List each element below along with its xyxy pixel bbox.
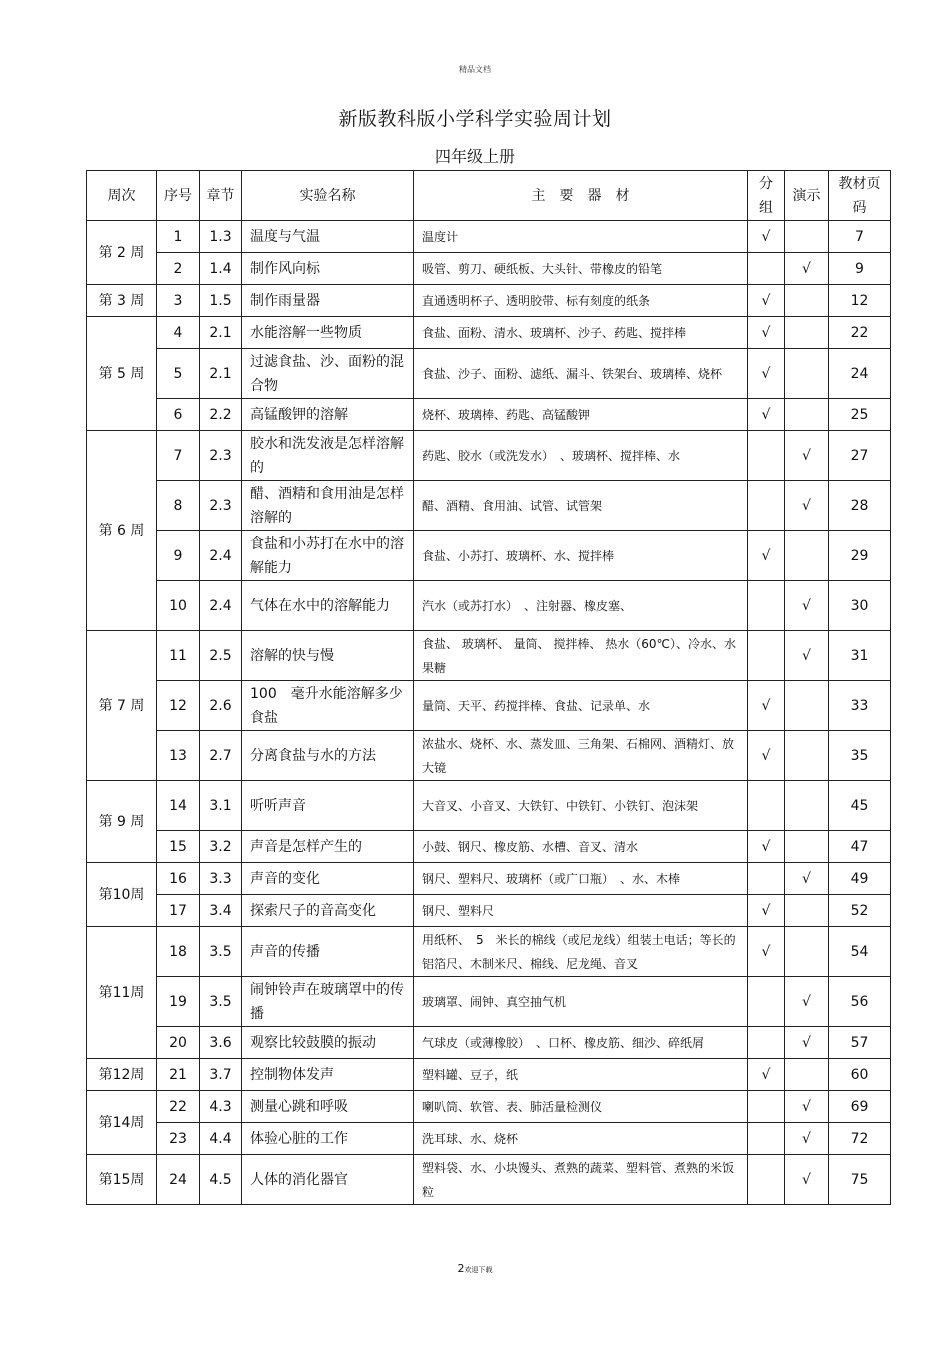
chapter-cell: 2.6 xyxy=(200,681,242,731)
demo-check-cell: √ xyxy=(785,253,829,285)
demo-check-cell: √ xyxy=(785,1123,829,1155)
group-check-cell xyxy=(748,1091,785,1123)
experiment-name-cell: 声音是怎样产生的 xyxy=(242,831,414,863)
demo-check-cell xyxy=(785,399,829,431)
experiment-name-cell: 胶水和洗发液是怎样溶解的 xyxy=(242,431,414,481)
page-cell: 25 xyxy=(829,399,891,431)
page-cell: 12 xyxy=(829,285,891,317)
seq-cell: 16 xyxy=(157,863,200,895)
experiment-name-cell: 人体的消化器官 xyxy=(242,1155,414,1205)
seq-cell: 10 xyxy=(157,581,200,631)
header-week: 周次 xyxy=(87,171,157,221)
header-name: 实验名称 xyxy=(242,171,414,221)
chapter-cell: 2.3 xyxy=(200,431,242,481)
page-cell: 60 xyxy=(829,1059,891,1091)
page-cell: 47 xyxy=(829,831,891,863)
materials-cell: 大音叉、小音叉、大铁钉、中铁钉、小铁钉、泡沫架 xyxy=(414,781,748,831)
chapter-cell: 1.4 xyxy=(200,253,242,285)
table-row xyxy=(87,349,891,399)
table-row xyxy=(87,927,891,977)
experiment-name-cell: 气体在水中的溶解能力 xyxy=(242,581,414,631)
materials-cell: 浓盐水、烧杯、水、蒸发皿、三角架、石棉网、酒精灯、放大镜 xyxy=(414,731,748,781)
materials-cell: 吸管、剪刀、硬纸板、大头针、带橡皮的铅笔 xyxy=(414,253,748,285)
group-check-cell: √ xyxy=(748,895,785,927)
week-cell: 第 2 周 xyxy=(87,221,157,285)
page-cell: 54 xyxy=(829,927,891,977)
seq-cell: 8 xyxy=(157,481,200,531)
group-check-cell xyxy=(748,1155,785,1205)
chapter-cell: 2.4 xyxy=(200,581,242,631)
experiment-name-cell: 制作雨量器 xyxy=(242,285,414,317)
materials-cell: 醋、酒精、食用油、试管、试管架 xyxy=(414,481,748,531)
materials-cell: 气球皮（或薄橡胶） 、口杯、橡皮筋、细沙、碎纸屑 xyxy=(414,1027,748,1059)
chapter-cell: 4.5 xyxy=(200,1155,242,1205)
chapter-cell: 3.5 xyxy=(200,927,242,977)
group-check-cell xyxy=(748,977,785,1027)
seq-cell: 23 xyxy=(157,1123,200,1155)
page-number: 2 xyxy=(457,1262,465,1275)
materials-cell: 钢尺、塑料尺 xyxy=(414,895,748,927)
group-check-cell xyxy=(748,253,785,285)
table-row xyxy=(87,731,891,781)
materials-cell: 直通透明杯子、透明胶带、标有刻度的纸条 xyxy=(414,285,748,317)
page-cell: 30 xyxy=(829,581,891,631)
group-check-cell xyxy=(748,1027,785,1059)
table-row xyxy=(87,531,891,581)
demo-check-cell xyxy=(785,731,829,781)
table-row xyxy=(87,977,891,1027)
chapter-cell: 3.3 xyxy=(200,863,242,895)
table-row xyxy=(87,1123,891,1155)
week-cell: 第 6 周 xyxy=(87,431,157,631)
group-check-cell xyxy=(748,1123,785,1155)
week-cell: 第14周 xyxy=(87,1091,157,1155)
materials-cell: 喇叭筒、软管、表、肺活量检测仪 xyxy=(414,1091,748,1123)
materials-cell: 温度计 xyxy=(414,221,748,253)
materials-cell: 钢尺、塑料尺、玻璃杯（或广口瓶） 、水、木棒 xyxy=(414,863,748,895)
materials-cell: 食盐、 玻璃杯、 量筒、 搅拌棒、 热水（60℃）、冷水、水果糖 xyxy=(414,631,748,681)
chapter-cell: 2.7 xyxy=(200,731,242,781)
chapter-cell: 1.5 xyxy=(200,285,242,317)
demo-check-cell xyxy=(785,681,829,731)
week-cell: 第10周 xyxy=(87,863,157,927)
seq-cell: 14 xyxy=(157,781,200,831)
demo-check-cell xyxy=(785,531,829,581)
header-page: 教材页码 xyxy=(829,171,891,221)
materials-cell: 食盐、小苏打、玻璃杯、水、搅拌棒 xyxy=(414,531,748,581)
week-cell: 第 9 周 xyxy=(87,781,157,863)
demo-check-cell: √ xyxy=(785,1027,829,1059)
experiment-name-cell: 过滤食盐、沙、面粉的混合物 xyxy=(242,349,414,399)
table-row xyxy=(87,1027,891,1059)
week-cell: 第11周 xyxy=(87,927,157,1059)
demo-check-cell xyxy=(785,831,829,863)
page-cell: 28 xyxy=(829,481,891,531)
table-row xyxy=(87,221,891,253)
materials-cell: 小鼓、钢尺、橡皮筋、水槽、音叉、清水 xyxy=(414,831,748,863)
demo-check-cell: √ xyxy=(785,1091,829,1123)
demo-check-cell xyxy=(785,285,829,317)
seq-cell: 1 xyxy=(157,221,200,253)
header-demo: 演示 xyxy=(785,171,829,221)
experiment-name-cell: 高锰酸钾的溶解 xyxy=(242,399,414,431)
experiment-name-cell: 制作风向标 xyxy=(242,253,414,285)
footer-note: 欢迎下载 xyxy=(464,1266,493,1274)
seq-cell: 5 xyxy=(157,349,200,399)
experiment-name-cell: 分离食盐与水的方法 xyxy=(242,731,414,781)
page-cell: 24 xyxy=(829,349,891,399)
demo-check-cell xyxy=(785,1059,829,1091)
experiment-name-cell: 探索尺子的音高变化 xyxy=(242,895,414,927)
page-cell: 9 xyxy=(829,253,891,285)
experiment-name-cell: 醋、酒精和食用油是怎样溶解的 xyxy=(242,481,414,531)
table-row xyxy=(87,317,891,349)
chapter-cell: 3.6 xyxy=(200,1027,242,1059)
demo-check-cell: √ xyxy=(785,481,829,531)
experiment-name-cell: 100 毫升水能溶解多少食盐 xyxy=(242,681,414,731)
table-row xyxy=(87,831,891,863)
table-row xyxy=(87,681,891,731)
chapter-cell: 3.5 xyxy=(200,977,242,1027)
experiment-name-cell: 水能溶解一些物质 xyxy=(242,317,414,349)
table-row xyxy=(87,481,891,531)
chapter-cell: 2.4 xyxy=(200,531,242,581)
materials-cell: 用纸杯、 5 米长的棉线（或尼龙线）组装土电话；等长的铝箔尺、木制米尺、棉线、尼龙绳、音叉 xyxy=(414,927,748,977)
seq-cell: 7 xyxy=(157,431,200,481)
materials-cell: 洗耳球、水、烧杯 xyxy=(414,1123,748,1155)
group-check-cell xyxy=(748,781,785,831)
seq-cell: 19 xyxy=(157,977,200,1027)
demo-check-cell xyxy=(785,221,829,253)
table-row xyxy=(87,1059,891,1091)
demo-check-cell xyxy=(785,349,829,399)
seq-cell: 21 xyxy=(157,1059,200,1091)
table-row xyxy=(87,285,891,317)
chapter-cell: 2.1 xyxy=(200,317,242,349)
page-cell: 7 xyxy=(829,221,891,253)
page-cell: 56 xyxy=(829,977,891,1027)
header-group: 分组 xyxy=(748,171,785,221)
header-note: 精品文档 xyxy=(459,65,491,74)
experiment-name-cell: 闹钟铃声在玻璃罩中的传播 xyxy=(242,977,414,1027)
demo-check-cell: √ xyxy=(785,1155,829,1205)
seq-cell: 3 xyxy=(157,285,200,317)
group-check-cell: √ xyxy=(748,531,785,581)
page-footer xyxy=(0,1262,950,1275)
seq-cell: 4 xyxy=(157,317,200,349)
seq-cell: 17 xyxy=(157,895,200,927)
group-check-cell xyxy=(748,631,785,681)
seq-cell: 11 xyxy=(157,631,200,681)
seq-cell: 22 xyxy=(157,1091,200,1123)
page-cell: 45 xyxy=(829,781,891,831)
table-row xyxy=(87,253,891,285)
group-check-cell xyxy=(748,431,785,481)
chapter-cell: 4.4 xyxy=(200,1123,242,1155)
experiment-name-cell: 体验心脏的工作 xyxy=(242,1123,414,1155)
seq-cell: 24 xyxy=(157,1155,200,1205)
page-cell: 31 xyxy=(829,631,891,681)
experiment-name-cell: 食盐和小苏打在水中的溶解能力 xyxy=(242,531,414,581)
group-check-cell xyxy=(748,581,785,631)
experiment-name-cell: 温度与气温 xyxy=(242,221,414,253)
week-cell: 第12周 xyxy=(87,1059,157,1091)
materials-cell: 塑料袋、水、小块馒头、煮熟的蔬菜、塑料管、煮熟的米饭粒 xyxy=(414,1155,748,1205)
materials-cell: 量筒、天平、药搅拌棒、食盐、记录单、水 xyxy=(414,681,748,731)
seq-cell: 13 xyxy=(157,731,200,781)
demo-check-cell xyxy=(785,317,829,349)
experiment-name-cell: 观察比较鼓膜的振动 xyxy=(242,1027,414,1059)
demo-check-cell xyxy=(785,781,829,831)
chapter-cell: 2.1 xyxy=(200,349,242,399)
page-cell: 72 xyxy=(829,1123,891,1155)
experiment-name-cell: 控制物体发声 xyxy=(242,1059,414,1091)
seq-cell: 6 xyxy=(157,399,200,431)
page-subtitle: 四年级上册 xyxy=(434,147,515,166)
week-cell: 第15周 xyxy=(87,1155,157,1205)
page-cell: 49 xyxy=(829,863,891,895)
materials-cell: 食盐、沙子、面粉、滤纸、漏斗、铁架台、玻璃棒、烧杯 xyxy=(414,349,748,399)
chapter-cell: 2.3 xyxy=(200,481,242,531)
seq-cell: 12 xyxy=(157,681,200,731)
materials-cell: 塑料罐、豆子，纸 xyxy=(414,1059,748,1091)
page-cell: 22 xyxy=(829,317,891,349)
demo-check-cell: √ xyxy=(785,581,829,631)
table-row xyxy=(87,581,891,631)
seq-cell: 15 xyxy=(157,831,200,863)
group-check-cell: √ xyxy=(748,681,785,731)
group-check-cell xyxy=(748,481,785,531)
chapter-cell: 3.2 xyxy=(200,831,242,863)
materials-cell: 烧杯、玻璃棒、药匙、高锰酸钾 xyxy=(414,399,748,431)
experiment-name-cell: 溶解的快与慢 xyxy=(242,631,414,681)
week-cell: 第 3 周 xyxy=(87,285,157,317)
experiment-schedule-table xyxy=(86,170,891,1205)
demo-check-cell: √ xyxy=(785,977,829,1027)
table-row xyxy=(87,863,891,895)
materials-cell: 玻璃罩、闹钟、真空抽气机 xyxy=(414,977,748,1027)
header-seq: 序号 xyxy=(157,171,200,221)
group-check-cell: √ xyxy=(748,317,785,349)
table-row xyxy=(87,781,891,831)
page-cell: 52 xyxy=(829,895,891,927)
chapter-cell: 2.5 xyxy=(200,631,242,681)
chapter-cell: 1.3 xyxy=(200,221,242,253)
group-check-cell: √ xyxy=(748,1059,785,1091)
demo-check-cell xyxy=(785,927,829,977)
experiment-name-cell: 听听声音 xyxy=(242,781,414,831)
demo-check-cell: √ xyxy=(785,631,829,681)
chapter-cell: 3.7 xyxy=(200,1059,242,1091)
week-cell: 第 5 周 xyxy=(87,317,157,431)
experiment-name-cell: 声音的变化 xyxy=(242,863,414,895)
seq-cell: 20 xyxy=(157,1027,200,1059)
experiment-name-cell: 声音的传播 xyxy=(242,927,414,977)
experiment-name-cell: 测量心跳和呼吸 xyxy=(242,1091,414,1123)
group-check-cell xyxy=(748,863,785,895)
seq-cell: 9 xyxy=(157,531,200,581)
page-cell: 75 xyxy=(829,1155,891,1205)
page-title: 新版教科版小学科学实验周计划 xyxy=(338,108,612,130)
demo-check-cell: √ xyxy=(785,863,829,895)
materials-cell: 食盐、面粉、清水、玻璃杯、沙子、药匙、搅拌棒 xyxy=(414,317,748,349)
demo-check-cell xyxy=(785,895,829,927)
seq-cell: 18 xyxy=(157,927,200,977)
table-row xyxy=(87,399,891,431)
group-check-cell: √ xyxy=(748,221,785,253)
header-materials: 主 要 器 材 xyxy=(414,171,748,221)
table-row xyxy=(87,631,891,681)
chapter-cell: 3.4 xyxy=(200,895,242,927)
page-cell: 27 xyxy=(829,431,891,481)
chapter-cell: 2.2 xyxy=(200,399,242,431)
page-cell: 29 xyxy=(829,531,891,581)
chapter-cell: 3.1 xyxy=(200,781,242,831)
table-body xyxy=(87,221,891,1205)
table-row xyxy=(87,1091,891,1123)
group-check-cell: √ xyxy=(748,285,785,317)
group-check-cell: √ xyxy=(748,399,785,431)
header-chapter: 章节 xyxy=(200,171,242,221)
seq-cell: 2 xyxy=(157,253,200,285)
group-check-cell: √ xyxy=(748,349,785,399)
week-cell: 第 7 周 xyxy=(87,631,157,781)
page-cell: 69 xyxy=(829,1091,891,1123)
table-row xyxy=(87,895,891,927)
group-check-cell: √ xyxy=(748,731,785,781)
group-check-cell: √ xyxy=(748,831,785,863)
table-row xyxy=(87,431,891,481)
materials-cell: 药匙、胶水（或洗发水） 、玻璃杯、搅拌棒、水 xyxy=(414,431,748,481)
page-cell: 33 xyxy=(829,681,891,731)
group-check-cell: √ xyxy=(748,927,785,977)
demo-check-cell: √ xyxy=(785,431,829,481)
page-cell: 35 xyxy=(829,731,891,781)
chapter-cell: 4.3 xyxy=(200,1091,242,1123)
materials-cell: 汽水（或苏打水） 、注射器、橡皮塞、 xyxy=(414,581,748,631)
table-row xyxy=(87,1155,891,1205)
page-cell: 57 xyxy=(829,1027,891,1059)
table-header xyxy=(87,171,891,221)
